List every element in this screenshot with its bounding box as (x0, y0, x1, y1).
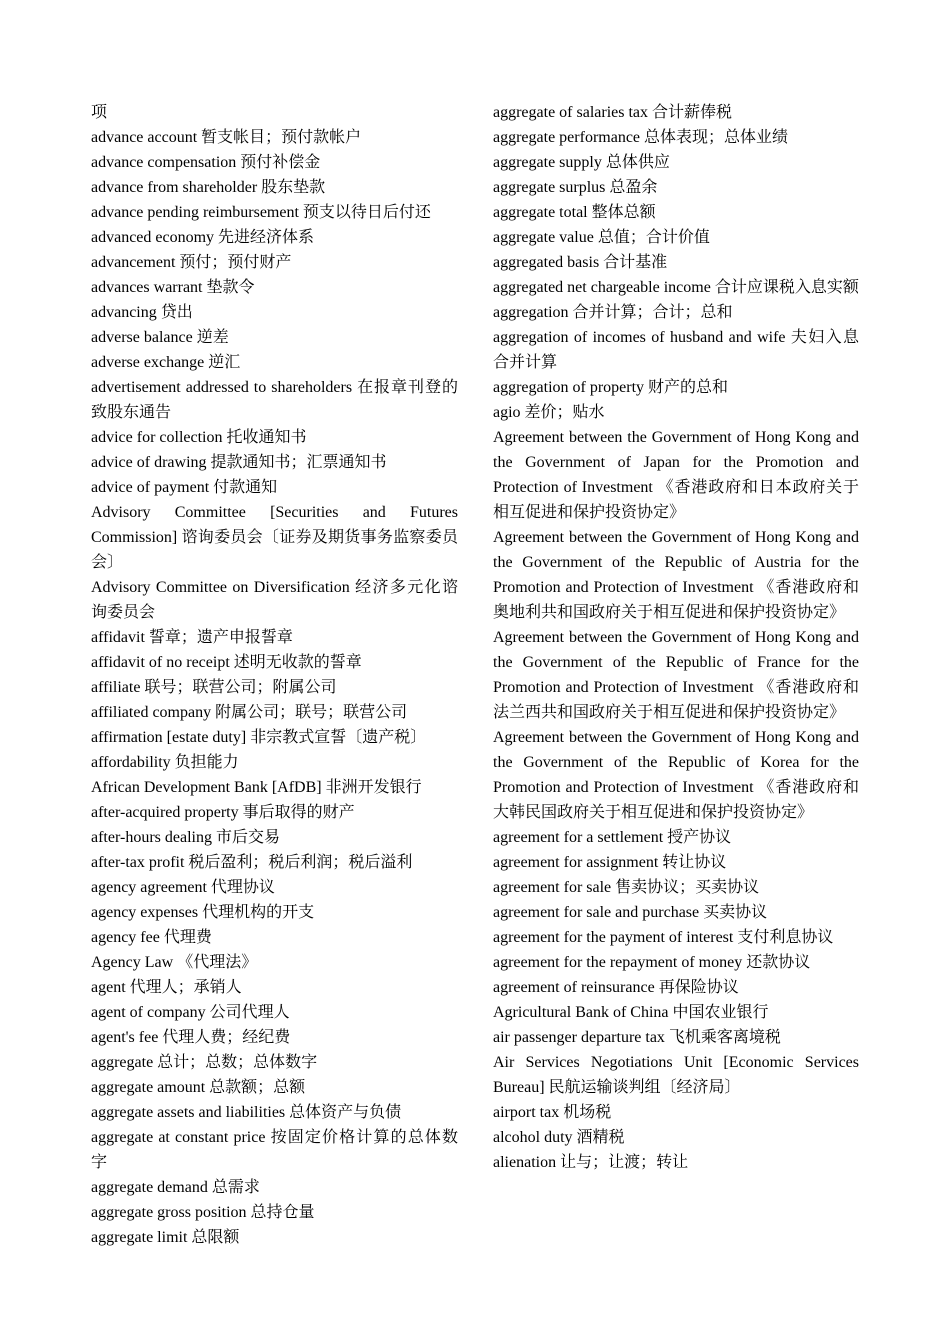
glossary-entry: agreement for assignment 转让协议 (493, 854, 727, 871)
glossary-entry: aggregate 总计；总数；总体数字 (91, 1054, 318, 1071)
glossary-entry: aggregate of salaries tax 合计薪俸税 (493, 104, 733, 121)
glossary-entry: aggregate gross position 总持仓量 (91, 1204, 315, 1221)
glossary-entry: aggregate demand 总需求 (91, 1179, 260, 1196)
glossary-entry: aggregated net chargeable income 合计应课税入息实额 (493, 279, 859, 296)
glossary-entry: advances warrant 垫款令 (91, 279, 255, 296)
glossary-entry: Advisory Committee [Securities and Futures Commission] 谘询委员会〔证券及期货事务监察委员会〕 (91, 504, 458, 571)
glossary-entry: affidavit of no receipt 述明无收款的誓章 (91, 654, 362, 671)
glossary-entry: Agreement between the Government of Hong Kong and the Government of the Republic of France for the Promotion and Protection of Investment 《香港政府和法兰西共和国政府关于相互促进和保护投资协定》 (493, 629, 859, 721)
glossary-entry: aggregation of property 财产的总和 (493, 379, 729, 396)
glossary-entry: air passenger departure tax 飞机乘客离境税 (493, 1029, 781, 1046)
glossary-entry: Advisory Committee on Diversification 经济多元化谘询委员会 (91, 579, 458, 621)
glossary-entry: affiliated company 附属公司；联号；联营公司 (91, 704, 408, 721)
glossary-entry: Agreement between the Government of Hong Kong and the Government of Japan for the Promotion and Protection of Investment 《香港政府和日本政府关于相互促进和保护投资协定》 (493, 429, 859, 521)
glossary-entry: agent of company 公司代理人 (91, 1004, 290, 1021)
glossary-entry: aggregate assets and liabilities 总体资产与负债 (91, 1104, 402, 1121)
glossary-entry: aggregation 合并计算；合计；总和 (493, 304, 733, 321)
glossary-entry: aggregate value 总值；合计价值 (493, 229, 710, 246)
glossary-entry: airport tax 机场税 (493, 1104, 612, 1121)
glossary-entry: agency expenses 代理机构的开支 (91, 904, 315, 921)
glossary-entry: after-hours dealing 市后交易 (91, 829, 280, 846)
glossary-entry: aggregate amount 总款额；总额 (91, 1079, 306, 1096)
glossary-entry: after-acquired property 事后取得的财产 (91, 804, 355, 821)
left-column (91, 100, 458, 1250)
glossary-entry: advance compensation 预付补偿金 (91, 154, 321, 171)
glossary-entry: aggregate limit 总限额 (91, 1229, 240, 1246)
glossary-entry: agent's fee 代理人费；经纪费 (91, 1029, 291, 1046)
glossary-entry: agreement for the repayment of money 还款协议 (493, 954, 811, 971)
glossary-entry: affirmation [estate duty] 非宗教式宣誓〔遗产税〕 (91, 729, 427, 746)
glossary-entry: Agency Law 《代理法》 (91, 954, 258, 971)
glossary-entry: affidavit 誓章；遗产申报誓章 (91, 629, 293, 646)
glossary-entry: advance from shareholder 股东垫款 (91, 179, 326, 196)
glossary-entry: agreement of reinsurance 再保险协议 (493, 979, 739, 996)
right-column (493, 100, 859, 1175)
glossary-entry: Agreement between the Government of Hong Kong and the Government of the Republic of Korea for the Promotion and Protection of Investment 《香港政府和大韩民国政府关于相互促进和保护投资协定》 (493, 729, 859, 821)
glossary-entry: advanced economy 先进经济体系 (91, 229, 315, 246)
glossary-entry: after-tax profit 税后盈利；税后利润；税后溢利 (91, 854, 413, 871)
glossary-entry: aggregate supply 总体供应 (493, 154, 670, 171)
glossary-entry: aggregate total 整体总额 (493, 204, 656, 221)
glossary-entry: agreement for the payment of interest 支付利息协议 (493, 929, 834, 946)
glossary-entry: agio 差价；贴水 (493, 404, 605, 421)
glossary-entry: affiliate 联号；联营公司；附属公司 (91, 679, 337, 696)
glossary-entry: aggregate at constant price 按固定价格计算的总体数字 (91, 1129, 458, 1171)
glossary-entry: advancing 贷出 (91, 304, 193, 321)
glossary-entry: agency fee 代理费 (91, 929, 212, 946)
glossary-entry: 项 (91, 104, 108, 121)
glossary-entry: aggregated basis 合计基准 (493, 254, 668, 271)
glossary-entry: advance account 暂支帐目；预付款帐户 (91, 129, 362, 146)
glossary-entry: aggregation of incomes of husband and wife 夫妇入息合并计算 (493, 329, 859, 371)
glossary-entry: Air Services Negotiations Unit [Economic Services Bureau] 民航运输谈判组〔经济局〕 (493, 1054, 859, 1096)
glossary-entry: advice of payment 付款通知 (91, 479, 278, 496)
glossary-entry: Agreement between the Government of Hong Kong and the Government of the Republic of Austria for the Promotion and Protection of Investment 《香港政府和奥地利共和国政府关于相互促进和保护投资协定》 (493, 529, 859, 621)
glossary-entry: advice for collection 托收通知书 (91, 429, 307, 446)
glossary-entry: agreement for sale and purchase 买卖协议 (493, 904, 768, 921)
glossary-entry: agreement for sale 售卖协议；买卖协议 (493, 879, 760, 896)
glossary-entry: Agricultural Bank of China 中国农业银行 (493, 1004, 769, 1021)
glossary-entry: advance pending reimbursement 预支以待日后付还 (91, 204, 431, 221)
glossary-entry: agency agreement 代理协议 (91, 879, 275, 896)
glossary-entry: advice of drawing 提款通知书；汇票通知书 (91, 454, 387, 471)
glossary-entry: adverse balance 逆差 (91, 329, 229, 346)
glossary-entry: alienation 让与；让渡；转让 (493, 1154, 689, 1171)
glossary-entry: aggregate performance 总体表现；总体业绩 (493, 129, 789, 146)
glossary-entry: alcohol duty 酒精税 (493, 1129, 625, 1146)
glossary-entry: aggregate surplus 总盈余 (493, 179, 658, 196)
glossary-entry: adverse exchange 逆汇 (91, 354, 241, 371)
glossary-entry: African Development Bank [AfDB] 非洲开发银行 (91, 779, 422, 796)
glossary-entry: affordability 负担能力 (91, 754, 239, 771)
glossary-entry: advancement 预付；预付财产 (91, 254, 292, 271)
glossary-entry: agreement for a settlement 授产协议 (493, 829, 732, 846)
glossary-entry: advertisement addressed to shareholders 在报章刊登的致股东通告 (91, 379, 458, 421)
glossary-entry: agent 代理人；承销人 (91, 979, 242, 996)
